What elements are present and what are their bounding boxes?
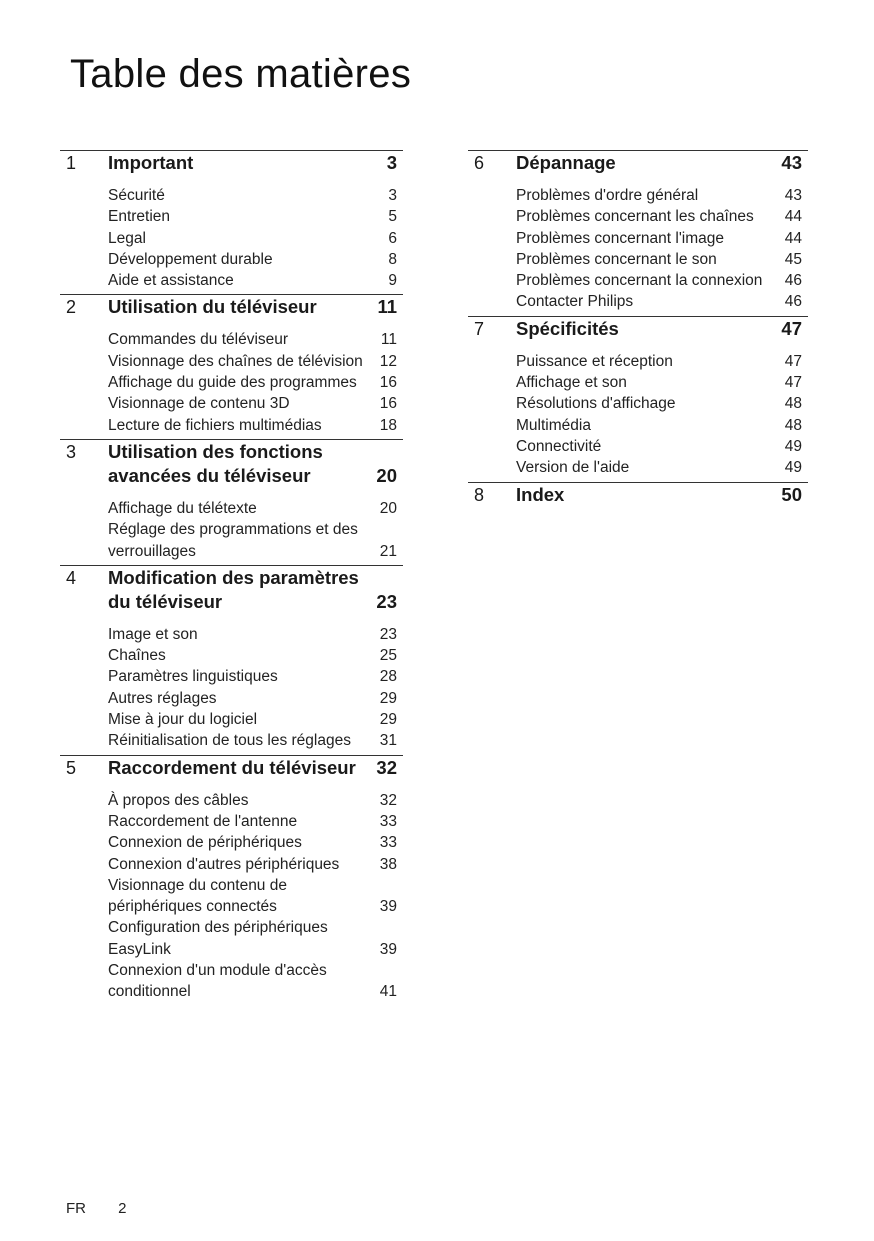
entry-page-number: 48: [784, 395, 802, 413]
entry-page-number: 6: [388, 229, 397, 247]
entry-title: Réglage des programmations et des verrouillages: [108, 521, 358, 560]
section-entries: [60, 624, 403, 755]
toc-column-left: [60, 150, 403, 1006]
toc-entry[interactable]: [108, 709, 403, 730]
toc-entry[interactable]: [108, 519, 403, 562]
toc-section-6: [468, 150, 808, 316]
entry-title: Entretien: [108, 208, 171, 226]
toc-section-heading[interactable]: [60, 295, 403, 329]
entry-title: Puissance et réception: [516, 352, 673, 370]
entry-title: Problèmes concernant le son: [516, 250, 717, 268]
section-title: Dépannage: [516, 152, 616, 173]
toc-section-3: [60, 439, 403, 565]
entry-title: Visionnage des chaînes de télévision: [108, 352, 363, 370]
entry-page-number: 38: [379, 855, 397, 873]
toc-entry[interactable]: [108, 351, 403, 372]
section-number: 4: [66, 567, 77, 588]
toc-entry[interactable]: [516, 436, 808, 457]
entry-page-number: 21: [379, 542, 397, 560]
page-title: Table des matières: [70, 52, 412, 96]
entry-page-number: 16: [379, 374, 397, 392]
toc-entry[interactable]: [108, 206, 403, 227]
toc-entry[interactable]: [516, 351, 808, 372]
section-title: Spécificités: [516, 317, 619, 339]
toc-section-heading[interactable]: [468, 151, 808, 185]
toc-section-2: [60, 294, 403, 438]
toc-entry[interactable]: [516, 270, 808, 291]
section-page-number: 3: [386, 152, 397, 173]
entry-title: Autres réglages: [108, 689, 217, 707]
toc-entry[interactable]: [108, 960, 403, 1003]
toc-entry[interactable]: [108, 228, 403, 249]
entry-title: Connectivité: [516, 437, 602, 455]
section-title: Modification des paramètres du téléviseur: [108, 566, 359, 612]
toc-entry[interactable]: [108, 372, 403, 393]
entry-title: Legal: [108, 229, 146, 247]
entry-page-number: 23: [379, 625, 397, 643]
entry-title: Multimédia: [516, 416, 591, 434]
entry-title: Problèmes concernant les chaînes: [516, 208, 754, 226]
footer-page-number: 2: [118, 1200, 127, 1217]
toc-entry[interactable]: [516, 185, 808, 206]
toc-entry[interactable]: [516, 393, 808, 414]
toc-entry[interactable]: [108, 832, 403, 853]
entry-page-number: 46: [784, 293, 802, 311]
entry-page-number: 16: [379, 395, 397, 413]
toc-entry[interactable]: [516, 291, 808, 312]
entry-page-number: 28: [379, 668, 397, 686]
entry-title: Paramètres linguistiques: [108, 668, 278, 686]
toc-section-heading[interactable]: [468, 317, 808, 351]
section-number: 5: [66, 757, 77, 778]
entry-page-number: 11: [380, 331, 397, 349]
section-entries: [60, 498, 403, 565]
entry-page-number: 18: [379, 416, 397, 434]
entry-title: Réinitialisation de tous les réglages: [108, 732, 351, 750]
entry-page-number: 33: [379, 834, 397, 852]
entry-page-number: 47: [784, 352, 802, 370]
entry-page-number: 39: [379, 898, 397, 916]
toc-entry[interactable]: [516, 206, 808, 227]
entry-title: Raccordement de l'antenne: [108, 812, 298, 830]
entry-page-number: 8: [388, 250, 397, 268]
entry-page-number: 44: [784, 208, 802, 226]
toc-entry[interactable]: [108, 393, 403, 414]
toc-section-heading[interactable]: [60, 756, 403, 790]
entry-title: Connexion d'autres périphériques: [108, 855, 340, 873]
section-page-number: 47: [781, 317, 802, 339]
entry-page-number: 29: [379, 711, 397, 729]
entry-page-number: 43: [784, 187, 802, 204]
section-page-number: 23: [376, 590, 397, 612]
section-number: 8: [474, 484, 485, 505]
entry-title: Affichage du télétexte: [108, 499, 257, 517]
entry-page-number: 32: [379, 791, 397, 809]
toc-entry[interactable]: [108, 666, 403, 687]
section-number: 1: [66, 153, 77, 173]
toc-entry[interactable]: [108, 249, 403, 270]
section-title: Raccordement du téléviseur: [108, 756, 356, 778]
toc-section-8: [468, 482, 808, 517]
toc-section-4: [60, 565, 403, 755]
toc-column-right: [468, 150, 808, 517]
section-number: 3: [66, 441, 77, 462]
entry-page-number: 44: [784, 229, 802, 247]
entry-title: Visionnage de contenu 3D: [108, 395, 290, 413]
entry-title: Connexion de périphériques: [108, 834, 302, 852]
entry-page-number: 48: [784, 416, 802, 434]
entry-title: Aide et assistance: [108, 272, 234, 290]
section-title: Utilisation du téléviseur: [108, 296, 317, 318]
section-page-number: 43: [781, 152, 802, 173]
entry-page-number: 39: [379, 940, 397, 958]
section-number: 7: [474, 318, 485, 339]
entry-title: Affichage et son: [516, 374, 627, 392]
toc-entry[interactable]: [516, 372, 808, 393]
entry-title: Connexion d'un module d'accès conditionnel: [108, 962, 327, 1001]
entry-title: Chaînes: [108, 647, 166, 665]
section-entries: [60, 329, 403, 438]
entry-title: Problèmes concernant la connexion: [516, 272, 763, 290]
section-title: Important: [108, 152, 194, 173]
entry-page-number: 5: [388, 208, 397, 226]
entry-title: Affichage du guide des programmes: [108, 374, 357, 392]
toc-entry[interactable]: [108, 270, 403, 291]
entry-page-number: 49: [784, 437, 802, 455]
toc-section-7: [468, 316, 808, 482]
entry-title: Image et son: [108, 625, 198, 643]
entry-page-number: 12: [379, 352, 397, 370]
toc-section-5: [60, 755, 403, 1006]
toc-entry[interactable]: [108, 415, 403, 436]
toc-entry[interactable]: [108, 730, 403, 751]
entry-page-number: 9: [388, 272, 397, 290]
entry-page-number: 33: [379, 812, 397, 830]
section-title: Utilisation des fonctions avancées du téléviseur: [108, 440, 323, 486]
toc-entry[interactable]: [108, 790, 403, 811]
section-entries: [60, 790, 403, 1006]
section-number: 6: [474, 153, 485, 173]
toc-entry[interactable]: [108, 329, 403, 350]
toc-entry[interactable]: [108, 811, 403, 832]
entry-page-number: 3: [388, 187, 397, 204]
toc-section-heading[interactable]: [60, 440, 403, 498]
entry-title: Configuration des périphériques EasyLink: [108, 919, 328, 958]
section-number: 2: [66, 297, 77, 318]
footer-language: FR: [66, 1200, 86, 1217]
entry-title: Lecture de fichiers multimédias: [108, 416, 322, 434]
toc-entry[interactable]: [108, 624, 403, 645]
entry-title: Problèmes d'ordre général: [516, 187, 699, 204]
entry-title: Contacter Philips: [516, 293, 634, 311]
entry-page-number: 47: [784, 374, 802, 392]
toc-entry[interactable]: [108, 498, 403, 519]
section-page-number: 50: [781, 483, 802, 505]
entry-title: À propos des câbles: [108, 791, 249, 809]
entry-page-number: 45: [784, 250, 802, 268]
entry-page-number: 20: [379, 499, 397, 517]
section-entries: [468, 351, 808, 482]
section-entries: [60, 185, 403, 294]
toc-entry[interactable]: [108, 875, 403, 918]
toc-section-heading[interactable]: [60, 151, 403, 185]
entry-title: Problèmes concernant l'image: [516, 229, 725, 247]
section-page-number: 32: [376, 756, 397, 778]
entry-title: Visionnage du contenu de périphériques connectés: [108, 876, 287, 916]
toc-entry[interactable]: [516, 249, 808, 270]
entry-page-number: 25: [379, 647, 397, 665]
entry-title: Version de l'aide: [516, 459, 630, 477]
entry-title: Développement durable: [108, 250, 273, 268]
section-entries: [468, 185, 808, 316]
toc-entry[interactable]: [108, 185, 403, 206]
toc-entry[interactable]: [108, 688, 403, 709]
toc-entry[interactable]: [108, 645, 403, 666]
toc-section-1: [60, 150, 403, 294]
section-page-number: 20: [376, 464, 397, 486]
toc-entry[interactable]: [516, 228, 808, 249]
entry-page-number: 29: [379, 689, 397, 707]
entry-page-number: 31: [379, 732, 397, 750]
toc-entry[interactable]: [516, 457, 808, 478]
entry-page-number: 49: [784, 459, 802, 477]
entry-title: Sécurité: [108, 187, 165, 204]
toc-entry[interactable]: [108, 917, 403, 960]
toc-section-heading[interactable]: [60, 566, 403, 624]
section-page-number: 11: [377, 296, 397, 318]
entry-title: Commandes du téléviseur: [108, 331, 289, 349]
entry-page-number: 41: [379, 983, 397, 1001]
entry-title: Résolutions d'affichage: [516, 395, 676, 413]
toc-entry[interactable]: [108, 854, 403, 875]
toc-entry[interactable]: [516, 415, 808, 436]
page-footer: [66, 1200, 127, 1217]
toc-section-heading[interactable]: [468, 483, 808, 517]
entry-title: Mise à jour du logiciel: [108, 711, 258, 729]
section-title: Index: [516, 483, 565, 505]
entry-page-number: 46: [784, 272, 802, 290]
